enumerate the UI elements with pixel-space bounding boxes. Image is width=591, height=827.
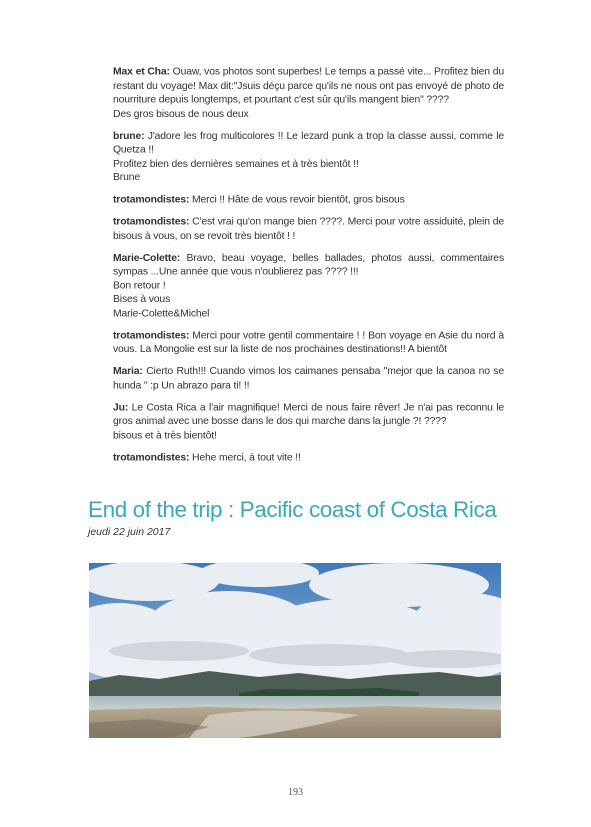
- comment: [113, 216, 504, 244]
- comment: [113, 330, 504, 358]
- comment-text: Marie-Colette&Michel: [113, 308, 210, 319]
- comment-author: Marie-Colette:: [113, 252, 181, 264]
- comment: [113, 402, 504, 444]
- comment-author: Ju:: [113, 402, 129, 414]
- comment: [113, 451, 504, 465]
- comment-text: Bon retour !: [113, 280, 166, 292]
- comment-text: Merci !! Hâte de vous revoir bientôt, gros bisous: [192, 194, 405, 206]
- post-date: jeudi 22 juin 2017: [88, 526, 171, 538]
- comment: [113, 194, 504, 208]
- comment-author: brune:: [113, 130, 145, 142]
- comment: [113, 252, 504, 322]
- page-number: 193: [288, 787, 303, 798]
- comment-author: trotamondistes:: [113, 216, 190, 228]
- post-title: End of the trip : Pacific coast of Costa Rica: [88, 497, 497, 522]
- comment: [113, 66, 504, 122]
- comments-list: [113, 66, 504, 474]
- comment-author: trotamondistes:: [113, 330, 190, 342]
- comment-text: Le Costa Rica a l'air magnifique! Merci de nous faire rêver! Je n'ai pas reconnu le gros animal avec une bosse dans le dos qui marche dans la jungle ?! ????: [113, 402, 504, 427]
- comment-text: J'adore les frog multicolores !! Le lezard punk a trop la classe aussi, comme le Quetza !!: [113, 130, 504, 156]
- comment-author: Max et Cha:: [113, 66, 170, 78]
- comment: [113, 130, 504, 186]
- comment-text: Merci pour votre gentil commentaire ! ! Bon voyage en Asie du nord à vous. La Mongolie est sur la liste de nos prochaines destinations!! A bientôt: [113, 330, 504, 355]
- comment: [113, 366, 504, 394]
- comment-author: trotamondistes:: [113, 194, 190, 206]
- comment-text: Ouaw, vos photos sont superbes! Le temps a passé vite... Profitez bien du restant du voyage! Max dit:"Jsuis déçu parce qu'ils ne nous ont pas envoyé de photo de nourriture depuis longtemps, et pourtant c'est sûr qu'ils mangent bien" ????: [113, 66, 504, 106]
- comment-text: Cierto Ruth!!! Cuando vimos los caimanes pensaba "mejor que la canoa no se hunda " :p Un abrazo para ti! !!: [113, 366, 504, 391]
- comment-text: Bravo, beau voyage, belles ballades, photos aussi, commentaires sympas ...Une année que vous n'oublierez pas ???? !!!: [113, 252, 504, 278]
- comment-text: bisous et à très bientôt!: [113, 430, 217, 441]
- comment-text: Profitez bien des dernières semaines et à très bientôt !!: [113, 158, 359, 170]
- comment-text: Brune: [113, 172, 140, 184]
- comment-author: trotamondistes:: [113, 452, 190, 463]
- comment-text: C'est vrai qu'on mange bien ????. Merci pour votre assiduité, plein de bisous à vous, on se revoit très bientôt ! !: [113, 216, 504, 242]
- comment-text: Bises à vous: [113, 294, 171, 306]
- comment-text: Hehe merci, à tout vite !!: [192, 452, 301, 463]
- beach-photo: [89, 563, 501, 738]
- comment-text: Des gros bisous de nous deux: [113, 108, 249, 120]
- comment-author: Maria:: [113, 366, 143, 378]
